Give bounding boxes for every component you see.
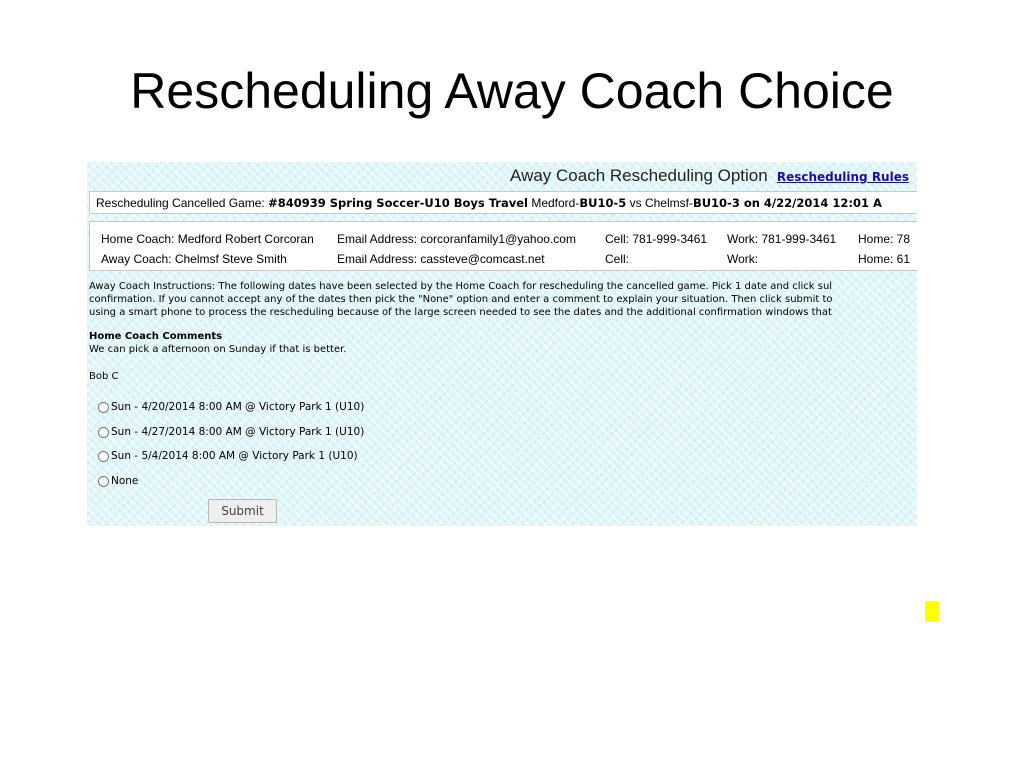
- away-coach-row: [90, 251, 917, 267]
- option-title: Away Coach Rescheduling Option: [510, 166, 768, 185]
- home-coach-comments-text: We can pick a afternoon on Sunday if that is better.: [89, 344, 347, 355]
- radio-button[interactable]: [98, 427, 109, 438]
- submit-button[interactable]: Submit: [208, 499, 277, 523]
- away-coach-email: Email Address: cassteve@comcast.net: [337, 252, 545, 266]
- home-coach-name: Home Coach: Medford Robert Corcoran: [101, 232, 314, 246]
- date-option-1[interactable]: [98, 399, 364, 415]
- date-option-3[interactable]: [98, 448, 358, 464]
- instructions-line: using a smart phone to process the rescheduling because of the large screen needed to see the dates and the additional confirmation windows that: [89, 307, 832, 318]
- home-coach-comments-label: Home Coach Comments: [89, 331, 223, 342]
- vs-label: vs: [629, 196, 642, 210]
- home-coach-row: [90, 231, 917, 247]
- option-header: [87, 166, 909, 186]
- home-coach-cell: Cell: 781-999-3461: [605, 232, 708, 246]
- home-coach-work: Work: 781-999-3461: [727, 232, 837, 246]
- rescheduling-rules-link[interactable]: Rescheduling Rules: [776, 170, 909, 184]
- date-option-label: Sun - 5/4/2014 8:00 AM @ Victory Park 1 (U10): [111, 450, 358, 462]
- date-option-2[interactable]: [98, 424, 364, 440]
- radio-button[interactable]: [98, 476, 109, 487]
- coach-info-box: [89, 221, 917, 271]
- screenshot-panel: [87, 162, 917, 526]
- home-town: Medford-: [531, 196, 580, 210]
- home-coach-signature: Bob C: [89, 371, 119, 382]
- away-town: Chelmsf-: [644, 196, 693, 210]
- away-coach-work: Work:: [727, 252, 759, 266]
- home-team: BU10-5: [579, 196, 627, 210]
- away-coach-cell: Cell:: [605, 252, 630, 266]
- away-coach-instructions: [89, 280, 917, 319]
- none-option[interactable]: [98, 473, 138, 489]
- home-coach-email: Email Address: corcoranfamily1@yahoo.com: [337, 232, 576, 246]
- away-team-date: BU10-3 on 4/22/2014 12:01 A: [692, 196, 882, 210]
- away-coach-name: Away Coach: Chelmsf Steve Smith: [101, 252, 287, 266]
- date-option-label: Sun - 4/20/2014 8:00 AM @ Victory Park 1 (U10): [111, 401, 365, 413]
- date-option-label: Sun - 4/27/2014 8:00 AM @ Victory Park 1 (U10): [111, 426, 365, 438]
- away-coach-home: Home: 61: [858, 252, 911, 266]
- home-coach-home: Home: 78: [858, 232, 911, 246]
- instructions-line: Away Coach Instructions: The following dates have been selected by the Home Coach for rescheduling the cancelled game. Pick 1 date and click sul: [89, 281, 833, 292]
- slide-title: Rescheduling Away Coach Choice: [130, 63, 894, 119]
- highlight-marker: [925, 601, 939, 622]
- radio-button[interactable]: [98, 451, 109, 462]
- instructions-line: confirmation. If you cannot accept any of the dates then pick the "None" option and enter a comment to explain your situation. Then click submit to: [89, 294, 833, 305]
- radio-button[interactable]: [98, 402, 109, 413]
- none-option-label: None: [111, 475, 139, 487]
- cancelled-game-bar: [89, 191, 917, 214]
- game-id-league: #840939 Spring Soccer-U10 Boys Travel: [268, 196, 528, 210]
- game-prefix: Rescheduling Cancelled Game:: [96, 196, 265, 210]
